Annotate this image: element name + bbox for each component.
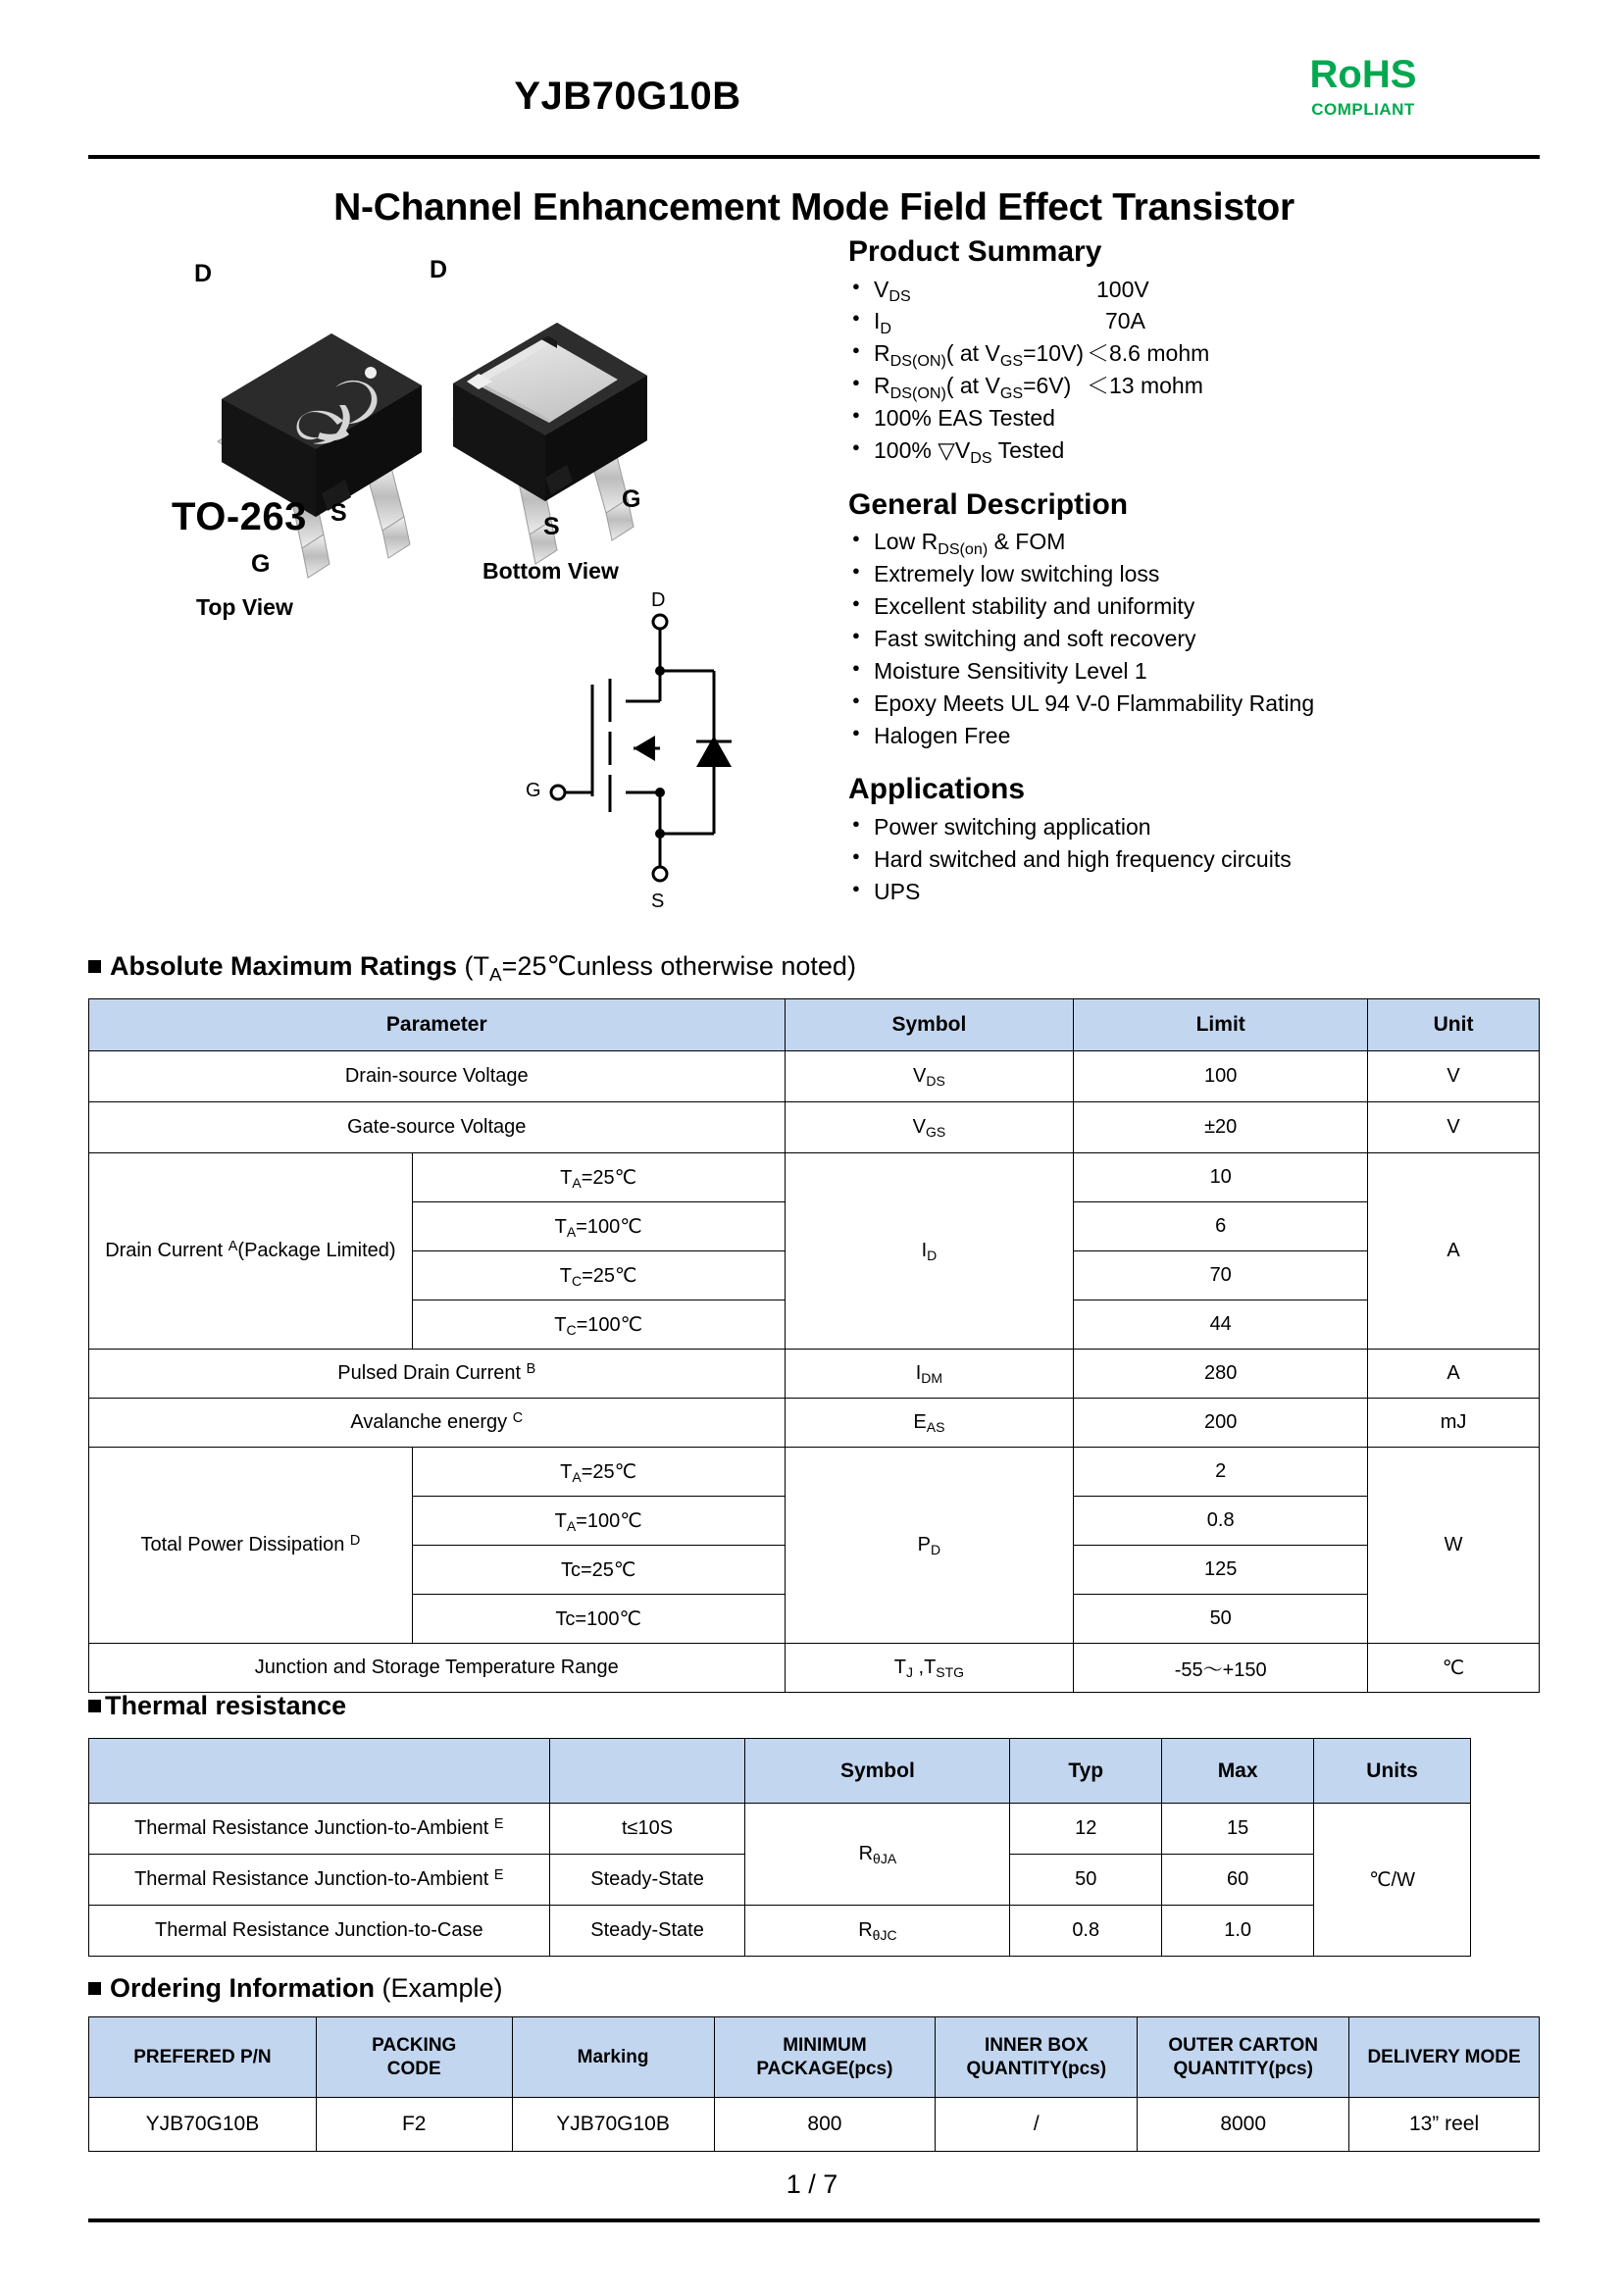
cell-limit: 200 xyxy=(1074,1399,1368,1448)
cell-units: ℃/W xyxy=(1314,1804,1471,1957)
svg-text:D: D xyxy=(194,260,213,287)
top-view-package xyxy=(194,260,422,620)
col-unit: Unit xyxy=(1368,999,1540,1051)
rohs-compliant-label: COMPLIANT xyxy=(1311,100,1415,119)
summary-label-rdson-6v: $R_{DS(ON)}$( at $V_{GS}=6V$) xyxy=(874,373,1072,402)
product-summary-heading: Product Summary xyxy=(848,235,1102,268)
right-text-column xyxy=(848,235,1535,908)
cell-max: 60 xyxy=(1162,1855,1314,1906)
page-title: N-Channel Enhancement Mode Field Effect Transistor xyxy=(333,186,1294,229)
cell-condition: $T_A=100℃$ xyxy=(412,1202,785,1251)
desc-item-3: Fast switching and soft recovery xyxy=(874,625,1196,651)
cell-symbol: $V_{GS}$ xyxy=(785,1102,1074,1153)
cell-condition: t≤10S xyxy=(549,1804,745,1855)
cell-limit: 125 xyxy=(1074,1546,1368,1595)
svg-text:S: S xyxy=(543,513,560,540)
cell-symbol: $R_{\theta JC}$ xyxy=(745,1906,1010,1957)
bottom-view-package xyxy=(430,256,647,584)
col-parameter: Parameter xyxy=(89,999,786,1051)
product-summary-list xyxy=(848,274,1535,467)
cell-parameter: Total Power Dissipation $^D$ xyxy=(89,1448,413,1644)
bullet-square-icon xyxy=(88,1700,101,1712)
mosfet-symbol-svg xyxy=(549,588,843,922)
package-name-label: TO-263 xyxy=(172,495,307,538)
list-item xyxy=(848,526,1535,558)
col-symbol: Symbol xyxy=(785,999,1074,1051)
cell-typ: 12 xyxy=(1010,1804,1162,1855)
rohs-logo xyxy=(1245,55,1481,120)
col-limit: Limit xyxy=(1074,999,1368,1051)
cell-limit: 50 xyxy=(1074,1595,1368,1644)
rohs-title: RoHS xyxy=(1309,53,1417,96)
page-header xyxy=(88,49,1540,147)
cell-condition: $T_A=25℃$ xyxy=(412,1153,785,1202)
table-header-row xyxy=(89,1739,1471,1804)
absolute-maximum-ratings-table xyxy=(88,998,1540,1693)
svg-text:Bottom View: Bottom View xyxy=(482,558,619,584)
table-row xyxy=(89,1153,1540,1202)
general-description-heading: General Description xyxy=(848,487,1129,521)
desc-item-1: Extremely low switching loss xyxy=(874,561,1160,587)
app-item-2: UPS xyxy=(874,878,921,904)
desc-item-4: Moisture Sensitivity Level 1 xyxy=(874,657,1147,684)
list-item xyxy=(848,590,1535,623)
cell-condition: Tc=100℃ xyxy=(412,1595,785,1644)
amr-heading-note: ($T_A=25℃unless$ otherwise noted) xyxy=(457,951,856,986)
col-units: Units xyxy=(1314,1739,1471,1804)
cell-condition: $T_A=100℃$ xyxy=(412,1497,785,1546)
cell-unit: mJ xyxy=(1368,1399,1540,1448)
table-row xyxy=(89,1448,1540,1497)
list-item xyxy=(848,843,1535,876)
applications-heading: Applications xyxy=(848,773,1026,806)
cell-limit: 70 xyxy=(1074,1251,1368,1300)
col-blank-1 xyxy=(89,1739,550,1804)
summary-value-rdson-10v: ＜8.6 mohm xyxy=(1087,340,1210,367)
list-item xyxy=(848,876,1535,908)
list-item xyxy=(848,305,1535,337)
col-inner-box-quantity: INNER BOX QUANTITY(pcs) xyxy=(936,2017,1138,2098)
cell-symbol: $I_{DM}$ xyxy=(785,1350,1074,1399)
bullet-square-icon xyxy=(88,960,101,973)
cell-limit: -55～+150 xyxy=(1074,1644,1368,1693)
col-blank-2 xyxy=(549,1739,745,1804)
thermal-heading-text: Thermal resistance xyxy=(105,1691,347,1720)
col-prefered-pn: PREFERED P/N xyxy=(89,2017,317,2098)
col-typ: Typ xyxy=(1010,1739,1162,1804)
desc-item-5: Epoxy Meets UL 94 V-0 Flammability Rating xyxy=(874,689,1315,716)
table-row xyxy=(89,1399,1540,1448)
svg-text:S: S xyxy=(651,891,665,912)
amr-heading-text: Absolute Maximum Ratings xyxy=(110,951,458,981)
list-item xyxy=(848,655,1535,688)
cell-parameter: Thermal Resistance Junction-to-Ambient $^E$ xyxy=(89,1855,550,1906)
svg-text:G: G xyxy=(251,550,271,578)
cell-limit: 44 xyxy=(1074,1300,1368,1350)
col-packing-code: PACKING CODE xyxy=(316,2017,512,2098)
cell-parameter: Drain Current $^A$(Package Limited) xyxy=(89,1153,413,1350)
svg-text:G: G xyxy=(622,485,641,513)
list-item xyxy=(848,623,1535,655)
cell-typ: 0.8 xyxy=(1010,1906,1162,1957)
cell-condition: Steady-State xyxy=(549,1906,745,1957)
summary-label-vds-tested: 100% $▽V_{DS}$ Tested xyxy=(874,436,1065,467)
cell-limit: 280 xyxy=(1074,1350,1368,1399)
summary-label-eas-tested: 100% EAS Tested xyxy=(874,405,1055,431)
list-item xyxy=(848,558,1535,590)
cell-parameter: Drain-source Voltage xyxy=(89,1051,786,1102)
desc-item-2: Excellent stability and uniformity xyxy=(874,593,1195,619)
cell-unit: ℃ xyxy=(1368,1644,1540,1693)
cell-condition: $T_A=25℃$ xyxy=(412,1448,785,1497)
summary-label-vds: $V_{DS}$ xyxy=(874,276,911,306)
summary-value-id: 70A xyxy=(1105,308,1145,334)
page-number: 1 / 7 xyxy=(786,2169,838,2199)
cell-parameter: Junction and Storage Temperature Range xyxy=(89,1644,786,1693)
list-item xyxy=(848,720,1535,752)
col-symbol: Symbol xyxy=(745,1739,1010,1804)
cell-limit: ±20 xyxy=(1074,1102,1368,1153)
svg-text:D: D xyxy=(430,256,448,283)
cell-marking: YJB70G10B xyxy=(512,2098,714,2152)
col-minimum-package: MINIMUM PACKAGE(pcs) xyxy=(714,2017,936,2098)
cell-parameter: Pulsed Drain Current $^B$ xyxy=(89,1350,786,1399)
cell-unit: A xyxy=(1368,1153,1540,1350)
cell-condition: Steady-State xyxy=(549,1855,745,1906)
summary-label-id: $I_D$ xyxy=(874,308,892,338)
table-row xyxy=(89,1804,1471,1855)
col-outer-carton-quantity: OUTER CARTON QUANTITY(pcs) xyxy=(1138,2017,1349,2098)
cell-parameter: Avalanche energy $^C$ xyxy=(89,1399,786,1448)
footer-divider xyxy=(88,2218,1540,2222)
cell-symbol: $E_{AS}$ xyxy=(785,1399,1074,1448)
schematic-gate-label: G xyxy=(526,780,541,801)
list-item xyxy=(848,434,1535,467)
col-max: Max xyxy=(1162,1739,1314,1804)
table-header-row xyxy=(89,2017,1540,2098)
cell-unit: A xyxy=(1368,1350,1540,1399)
table-row xyxy=(89,1644,1540,1693)
cell-parameter: Gate-source Voltage xyxy=(89,1102,786,1153)
cell-symbol: $R_{\theta JA}$ xyxy=(745,1804,1010,1906)
svg-text:S: S xyxy=(330,499,347,527)
list-item xyxy=(848,402,1535,434)
cell-limit: 100 xyxy=(1074,1051,1368,1102)
cell-condition: Tc=25℃ xyxy=(412,1546,785,1595)
app-item-0: Power switching application xyxy=(874,813,1151,840)
cell-symbol: $V_{DS}$ xyxy=(785,1051,1074,1102)
ordering-information-table xyxy=(88,2016,1540,2152)
absolute-maximum-ratings-heading xyxy=(88,951,856,986)
cell-symbol: $T_J$ $,T_{STG}$ xyxy=(785,1644,1074,1693)
cell-limit: 6 xyxy=(1074,1202,1368,1251)
cell-condition: $T_C=100℃$ xyxy=(412,1300,785,1350)
ordering-heading-note: (Example) xyxy=(375,1973,503,2003)
table-row xyxy=(89,1906,1471,1957)
cell-parameter: Thermal Resistance Junction-to-Case xyxy=(89,1906,550,1957)
cell-parameter: Thermal Resistance Junction-to-Ambient $^E$ xyxy=(89,1804,550,1855)
list-item xyxy=(848,811,1535,843)
app-item-1: Hard switched and high frequency circuits xyxy=(874,845,1292,872)
cell-max: 15 xyxy=(1162,1804,1314,1855)
cell-inner-box-quantity: / xyxy=(936,2098,1138,2152)
bullet-square-icon xyxy=(88,1982,101,1995)
mosfet-schematic-symbol xyxy=(549,588,843,922)
cell-condition: $T_C=25℃$ xyxy=(412,1251,785,1300)
cell-typ: 50 xyxy=(1010,1855,1162,1906)
table-header-row xyxy=(89,999,1540,1051)
cell-symbol: $I_D$ xyxy=(785,1153,1074,1350)
cell-packing-code: F2 xyxy=(316,2098,512,2152)
list-item xyxy=(848,688,1535,720)
applications-list xyxy=(848,811,1535,908)
summary-label-rdson-10v: $R_{DS(ON)}$( at $V_{GS}=10V$) xyxy=(874,340,1085,371)
cell-limit: 10 xyxy=(1074,1153,1368,1202)
col-delivery-mode: DELIVERY MODE xyxy=(1349,2017,1540,2098)
desc-item-6: Halogen Free xyxy=(874,722,1011,748)
cell-prefered-pn: YJB70G10B xyxy=(89,2098,317,2152)
col-marking: Marking xyxy=(512,2017,714,2098)
ordering-information-heading xyxy=(88,1973,503,2004)
svg-text:Top View: Top View xyxy=(196,594,293,620)
svg-text:D: D xyxy=(651,589,666,611)
cell-limit: 2 xyxy=(1074,1448,1368,1497)
part-number: YJB70G10B xyxy=(514,75,741,118)
list-item xyxy=(848,337,1535,370)
ordering-heading-text: Ordering Information xyxy=(110,1973,375,2003)
cell-minimum-package: 800 xyxy=(714,2098,936,2152)
cell-symbol: $P_D$ xyxy=(785,1448,1074,1644)
cell-limit: 0.8 xyxy=(1074,1497,1368,1546)
list-item xyxy=(848,370,1535,402)
general-description-list xyxy=(848,526,1535,751)
cell-outer-carton-quantity: 8000 xyxy=(1138,2098,1349,2152)
desc-item-0: Low $R_{DS(on)}$ & FOM xyxy=(874,529,1066,559)
table-row xyxy=(89,1350,1540,1399)
table-row xyxy=(89,2098,1540,2152)
list-item xyxy=(848,274,1535,306)
cell-unit: W xyxy=(1368,1448,1540,1644)
header-divider xyxy=(88,155,1540,159)
summary-value-rdson-6v: ＜13 mohm xyxy=(1087,373,1203,399)
summary-value-vds: 100V xyxy=(1096,276,1149,302)
cell-delivery-mode: 13” reel xyxy=(1349,2098,1540,2152)
cell-unit: V xyxy=(1368,1102,1540,1153)
thermal-resistance-table xyxy=(88,1738,1471,1957)
table-row xyxy=(89,1051,1540,1102)
cell-unit: V xyxy=(1368,1051,1540,1102)
table-row xyxy=(89,1102,1540,1153)
cell-max: 1.0 xyxy=(1162,1906,1314,1957)
thermal-resistance-heading xyxy=(88,1691,346,1721)
